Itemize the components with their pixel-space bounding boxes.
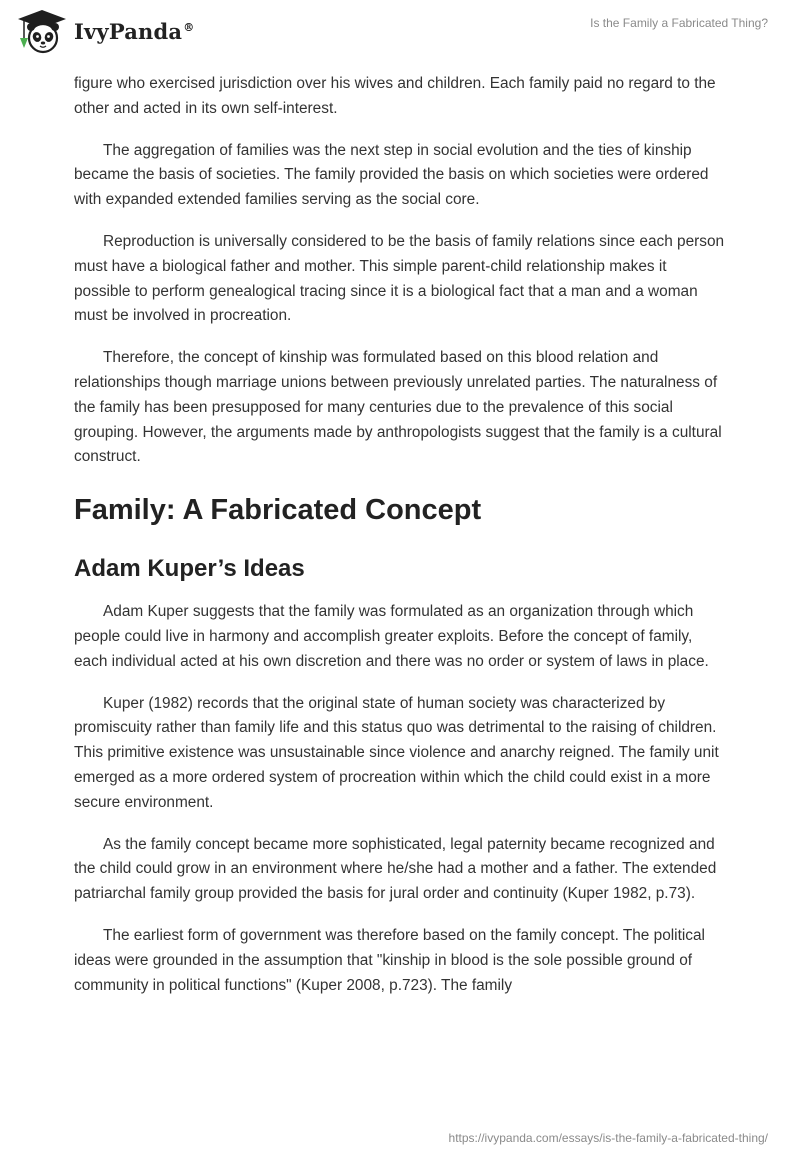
document-title: Is the Family a Fabricated Thing? (590, 16, 768, 30)
section-heading: Family: A Fabricated Concept (74, 494, 482, 527)
page-header (0, 0, 800, 70)
paragraph: The aggregation of families was the next step in social evolution and the ties of kinship became the basis of societies. The family provided the basis on which societies were ordered with expanded extended families serving as the social core. (74, 141, 709, 209)
brand-name: IvyPanda® (74, 18, 195, 44)
paragraph: figure who exercised jurisdiction over his wives and children. Each family paid no regard to the other and acted in its own self-interest. (74, 75, 716, 117)
paragraph: Therefore, the concept of kinship was formulated based on this blood relation and relationships though marriage unions between previously unrelated parties. The naturalness of the family has been presupposed for many centuries due to the prevalence of this social grouping. However, the arguments made by anthropologists suggest that the family is a cultural construct. (74, 349, 722, 466)
paragraph: Adam Kuper suggests that the family was formulated as an organization through which people could live in harmony and accomplish greater exploits. Before the concept of family, each individual acted at his own discretion and there was no order or system of laws in place. (74, 603, 709, 670)
source-url[interactable]: https://ivypanda.com/essays/is-the-family-a-fabricated-thing/ (448, 1131, 768, 1145)
paragraph: As the family concept became more sophisticated, legal paternity became recognized and the child could grow in an environment where he/she had a mother and a father. The extended patriarchal family group provided the basis for jural order and continuity (Kuper 1982, p.73). (74, 835, 717, 903)
essay-body (74, 72, 726, 1015)
panda-graduate-icon (16, 8, 68, 54)
paragraph: Reproduction is universally considered to be the basis of family relations since each person must have a biological father and mother. This simple parent-child relationship makes it possible to perform genealogical tracing since it is a biological fact that a man and a woman must be involved in procreation. (74, 232, 725, 325)
subsection-heading: Adam Kuper’s Ideas (74, 555, 305, 583)
paragraph: The earliest form of government was therefore based on the family concept. The political ideas were grounded in the assumption that "kinship in blood is the sole possible ground of community in political functions" (Kuper 2008, p.723). The family (74, 926, 705, 994)
registered-mark: ® (183, 20, 195, 34)
paragraph: Kuper (1982) records that the original state of human society was characterized by promiscuity rather than family life and this status quo was detrimental to the raising of children. This primitive existence was unsustainable since violence and anarchy reigned. The family unit emerged as a more ordered system of procreation within which the child could exist in a more secure environment. (74, 694, 719, 811)
ivypanda-logo[interactable] (16, 8, 194, 54)
